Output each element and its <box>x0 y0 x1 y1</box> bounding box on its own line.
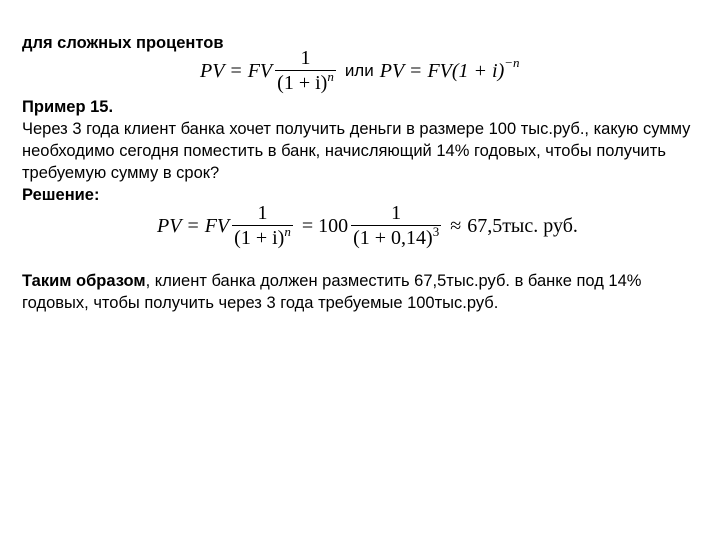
fraction-numerator: 1 <box>391 202 402 224</box>
equals-hundred: = 100 <box>301 214 349 237</box>
fraction-numerator: 1 <box>300 47 311 69</box>
pv-symbol-alt: PV <box>379 59 405 82</box>
solution-label: Решение: <box>22 186 100 204</box>
conclusion-rest: , клиент банка должен разместить 67,5тыс.руб. в банке под 14% <box>145 272 642 290</box>
example-line-1: Через 3 года клиент банка хочет получить деньги в размере 100 тыс.руб., какую сумму <box>22 120 691 138</box>
example-title: Пример 15. <box>22 98 114 116</box>
approx-sign: ≈ <box>450 214 462 237</box>
equals-sign-alt: = <box>410 59 422 82</box>
fraction-denominator: $(1 + i)^n$ <box>277 69 334 94</box>
conclusion-bold: Таким образом <box>22 272 146 290</box>
example-line-2: необходимо сегодня поместить в банк, начисляющий 14% годовых, чтобы получить <box>22 142 666 160</box>
fraction-numerator: 1 <box>257 202 268 224</box>
equals-sign: = <box>230 59 242 82</box>
conclusion-line-2: годовых, чтобы получить через 3 года требуемые 100тыс.руб. <box>22 294 499 312</box>
pv-symbol: PV <box>200 59 225 82</box>
example-line-3: требуемую сумму в срок? <box>22 164 220 182</box>
present-value-formula <box>200 48 520 93</box>
result-value: 67,5тыс. руб. <box>467 214 578 237</box>
section-heading: для сложных процентов <box>22 34 224 52</box>
pv-symbol: PV <box>157 214 182 237</box>
numeric-fraction <box>351 203 441 248</box>
or-word: или <box>344 61 374 80</box>
equals-sign: = <box>187 214 199 237</box>
discount-fraction <box>232 203 293 248</box>
conclusion-line-1 <box>22 270 641 292</box>
discount-fraction <box>275 48 336 93</box>
fraction-denominator: $(1 + i)^n$ <box>234 224 291 249</box>
negative-exponent: −n <box>504 55 520 70</box>
fv-symbol: FV <box>204 214 230 237</box>
fv-power-expression: FV(1 + i) <box>427 59 505 82</box>
fraction-denominator: $(1 + 0,14)^3$ <box>353 224 440 249</box>
fv-symbol: FV <box>247 59 273 82</box>
solution-formula <box>157 203 578 248</box>
